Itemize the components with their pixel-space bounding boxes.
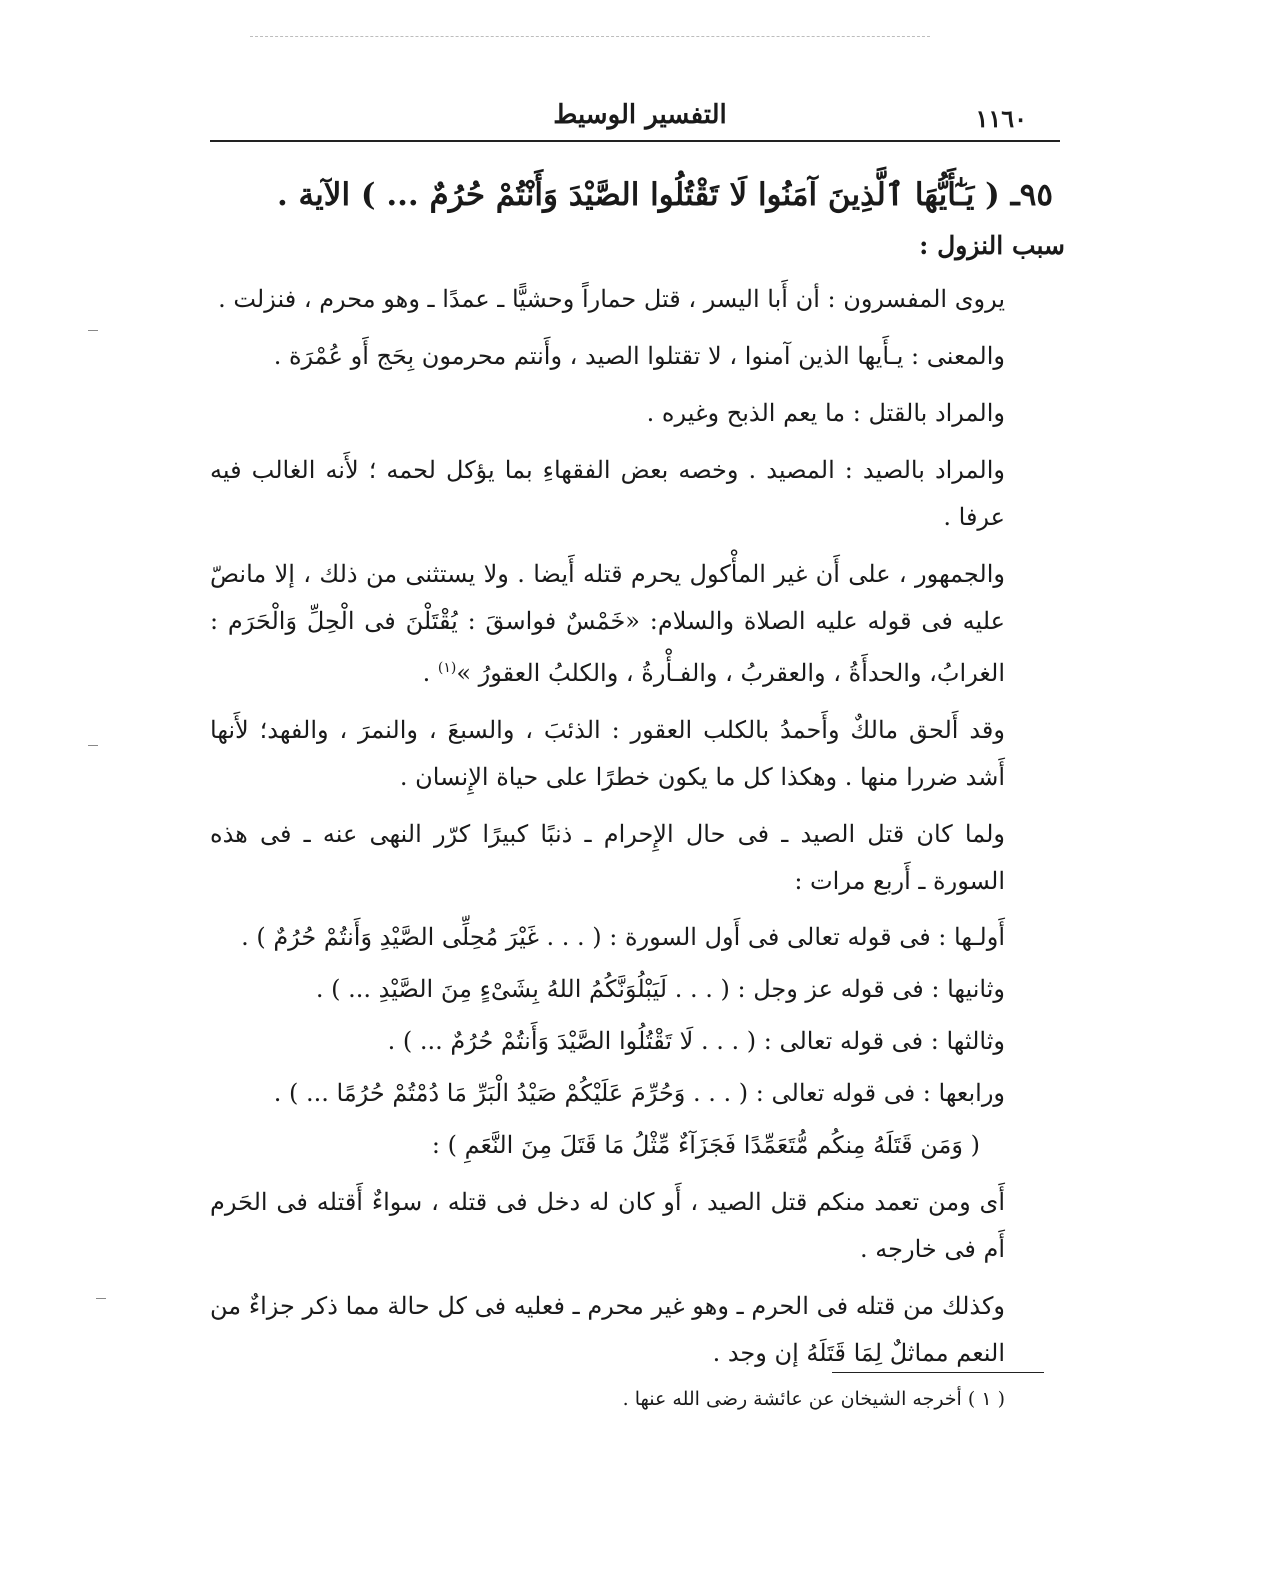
page-body [200,162,1065,1387]
paragraph-compensation: وكذلك من قتله فى الحرم ـ وهو غير محرم ـ فعليه فى كل حالة مما ذكر جزاءٌ من النعم مماثلٌ لِمَا قَتَلَهُ إن وجد . [210,1292,1005,1367]
quoted-verse: ( وَمَن قَتَلَهُ مِنكُم مُّتَعَمِّدًا فَجَزَآءٌ مِّثْلُ مَا قَتَلَ مِنَ النَّعَمِ ) : [431,1131,980,1159]
list-item-fourth: ورابعها : فى قوله تعالى : ( . . . وَحُرِّمَ عَلَيْكُمْ صَيْدُ الْبَرِّ مَا دُمْتُمْ حُرُمًا ... ) . [273,1079,1005,1107]
margin-mark [88,745,98,746]
margin-mark [96,1298,106,1299]
footnote-reference: (١) [437,660,457,676]
running-title: التفسير الوسيط [553,100,727,130]
paragraph-killing-definition: والمراد بالقتل : ما يعم الذبح وغيره . [646,399,1005,427]
page-number: ١١٦٠ [975,104,1027,133]
header-rule [210,140,1060,142]
list-item-first: أَولـها : فى قوله تعالى فى أَول السورة : ( . . . غَيْرَ مُحِلِّى الصَّيْدِ وَأَنتُمْ حُرُمٌ ) . [241,923,1005,951]
footnote: ( ١ ) أخرجه الشيخان عن عائشة رضى الله عنها . [622,1388,1005,1410]
margin-mark [88,330,98,331]
paragraph-majority-view [200,551,1065,697]
list-item-second: وثانيها : فى قوله عز وجل : ( . . . لَيَبْلُوَنَّكُمُ اللهُ بِشَىْءٍ مِنَ الصَّيْدِ ... ) . [315,975,1005,1003]
paragraph-majority-view-text: والجمهور ، على أَن غير المأْكول يحرم قتله أَيضا . ولا يستثنى من ذلك ، إلا مانصّ عليه فى قوله عليه الصلاة والسلام: «خَمْسٌ فواسقَ : يُقْتَلْنَ فى الْحِلِّ وَالْحَرَم : الغرابُ، والحدأَةُ ، والعقربُ ، والفـأْرةُ ، والكلبُ العقورُ » [210,560,1005,687]
paragraph-majority-view-end: . [422,659,438,687]
list-item-third: وثالثها : فى قوله تعالى : ( . . . لَا تَقْتُلُوا الصَّيْدَ وَأَنتُمْ حُرُمٌ ... ) . [387,1027,1005,1055]
paragraph-malik-ahmad: وقد أَلحق مالكٌ وأَحمدُ بالكلب العقور : الذئبَ ، والسبعَ ، والنمرَ ، والفهد؛ لأَنها أَشد ضررا منها . وهكذا كل ما يكون خطرًا على حياة الإِنسان . [210,716,1005,791]
paragraph-four-times: ولما كان قتل الصيد ـ فى حال الإِحرام ـ ذنبًا كبيرًا كرّر النهى عنه ـ فى هذه السورة ـ أَربع مرات : [210,820,1005,895]
section-heading: سبب النزول : [919,231,1065,260]
paragraph-game-definition: والمراد بالصيد : المصيد . وخصه بعض الفقهاءِ بما يؤكل لحمه ؛ لأَنه الغالب فيه عرفا . [210,456,1005,531]
paragraph-meaning: والمعنى : يـأَيها الذين آمنوا ، لا تقتلوا الصيد ، وأَنتم محرمون بِحَج أَو عُمْرَة . [273,342,1005,370]
paragraph-intentional-killing: أَى ومن تعمد منكم قتل الصيد ، أَو كان له دخل فى قتله ، سواءٌ أَقتله فى الحَرم أَم فى خارجه . [210,1188,1006,1263]
footnote-rule [832,1372,1044,1373]
scan-artifact-line [250,36,930,37]
verse-heading: ٩٥ـ ( يَـٰٓأَيُّهَا ٱلَّذِينَ آمَنُوا لَا تَقْتُلُوا الصَّيْدَ وَأَنْتُمْ حُرُمٌ ... ) الآية . [276,177,1053,213]
paragraph-narration: يروى المفسرون : أن أَبا اليسر ، قتل حماراً وحشيًّا ـ عمدًا ـ وهو محرم ، فنزلت . [218,285,1005,313]
